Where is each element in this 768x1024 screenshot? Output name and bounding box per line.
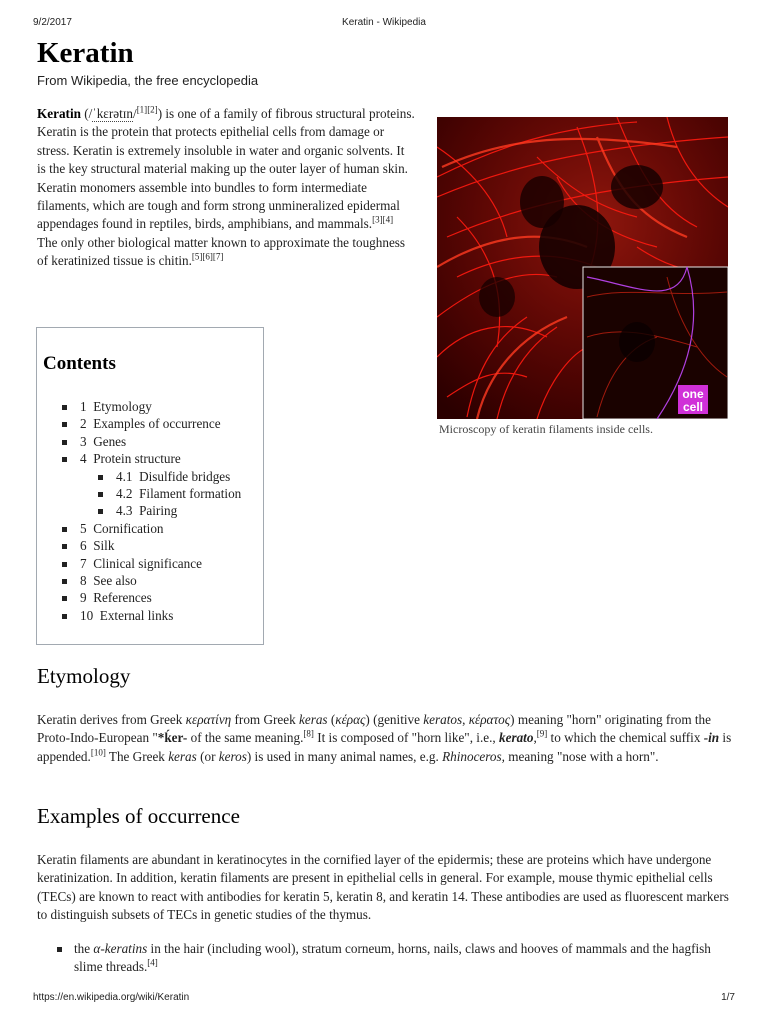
print-date: 9/2/2017 xyxy=(33,17,72,28)
pron-open: (/ xyxy=(80,106,93,121)
lead-term: Keratin xyxy=(37,106,81,121)
occurrence-paragraph: Keratin filaments are abundant in keratinocytes in the cornified layer of the epidermis; these are proteins which have undergone keratinization. In addition, keratin filaments are present in epithelial cells in general. For example, mouse thymic epithelial cells (TECs) are known to react with antibodies for keratin 5, keratin 8, and keratin 14. These antibodies are used as fluorescent markers to distinguish subsets of TECs in genetic studies of the thymus. xyxy=(37,852,729,923)
lead-paragraph xyxy=(37,105,415,271)
lead-text-2: The only other biological matter known to approximate the toughness of keratinized tissue is chitin. xyxy=(37,234,406,269)
ref-link[interactable]: [7] xyxy=(212,251,224,262)
ref-link[interactable]: [1] xyxy=(136,104,148,115)
section-heading-etymology: Etymology xyxy=(37,664,131,688)
inset-label-cell: cell xyxy=(682,400,704,414)
alpha-keratins-term: α-keratins xyxy=(93,941,148,956)
figure-caption: Microscopy of keratin filaments inside cells. xyxy=(439,422,653,436)
print-footer xyxy=(0,992,768,1006)
etymology-paragraph: Keratin derives from Greek κερατίνη from Greek keras (κέρας) (genitive keratos, κέρατος) meaning "horn" originating from the Proto-Indo-European "*ḱer- of the same meaning.[8] It is composed of "horn like", i.e., kerato,[9] to which the chemical suffix -in is appended.[10] The Greek keras (or keros) is used in many animal names, e.g. Rhinoceros, meaning "nose with a horn". xyxy=(37,712,732,764)
print-header xyxy=(0,17,768,31)
ref-link[interactable]: [4] xyxy=(382,215,394,226)
inset-label-one: one xyxy=(682,387,704,401)
ref-link[interactable]: [10] xyxy=(90,747,106,758)
inset-panel xyxy=(583,267,728,419)
toc-title: Contents xyxy=(43,353,116,374)
pron-close: / xyxy=(133,106,137,121)
ref-link[interactable]: [6] xyxy=(202,251,213,262)
lead-text-1: ) is one of a family of fibrous structural proteins. Keratin is the protein that protects epithelial cells from damage or stress. Keratin is extremely insoluble in water and organic solvents. It is the key structural material making up the outer layer of human skin. Keratin monomers assemble into bundles to form intermediate filaments, which are tough and form strong unmineralized epidermal appendages found in reptiles, birds, amphibians, and mammals. xyxy=(37,106,415,232)
list-item: the α-keratins in the hair (including wool), stratum corneum, horns, nails, claws and hooves of mammals and the hagfish slime threads.[4] xyxy=(57,940,737,977)
print-url: https://en.wikipedia.org/wiki/Keratin xyxy=(33,992,190,1003)
page-title: Keratin xyxy=(37,37,134,69)
microscopy-illustration xyxy=(437,117,728,419)
print-page-number: 1/7 xyxy=(721,992,735,1003)
print-page-title: Keratin - Wikipedia xyxy=(342,17,426,28)
keratin-microscopy-image[interactable] xyxy=(437,117,728,419)
ref-link[interactable]: [5] xyxy=(191,251,203,262)
page-tagline: From Wikipedia, the free encyclopedia xyxy=(37,73,259,88)
table-of-contents: Contents 1 Etymology 2 Examples of occurrence 3 Genes 4 Protein structure 4.1 Disulfide bridges 4.2 Filament formation 4.3 Pairing 5 Cornification 6 Silk 7 Clinical significance 8 See also 9 References 10 External links xyxy=(36,327,264,645)
ref-link[interactable]: [9] xyxy=(536,729,548,740)
pronunciation-link[interactable]: ˈkɛrətɪn xyxy=(92,106,134,121)
greek-keratine: κερατίνη xyxy=(185,712,232,727)
ref-link[interactable]: [4] xyxy=(147,958,158,969)
section-heading-examples-of-occurrence: Examples of occurrence xyxy=(37,804,240,828)
ref-link[interactable]: [3] xyxy=(372,215,383,226)
ref-link[interactable]: [8] xyxy=(303,729,314,740)
pie-root: *ḱer- xyxy=(157,730,188,746)
ref-link[interactable]: [2] xyxy=(147,104,158,115)
